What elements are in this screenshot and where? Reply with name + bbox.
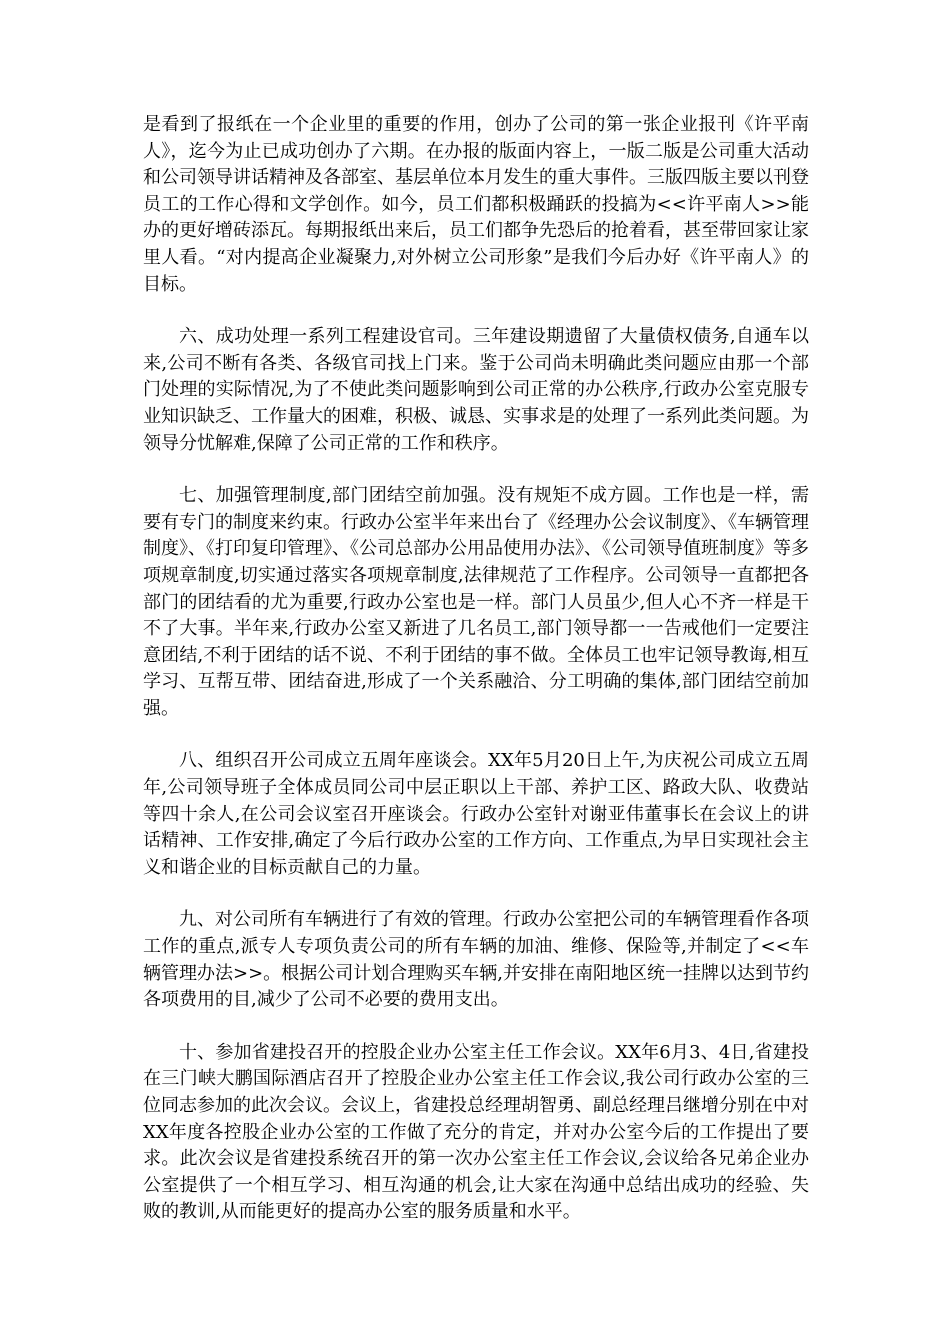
paragraph-item-7-management: 七、加强管理制度,部门团结空前加强。没有规矩不成方圆。工作也是一样，需要有专门的制度来约束。行政办公室半年来出台了《经理办公会议制度》、《车辆管理制度》、《打印复印管理》、《公司总部办公用品使用办法》、《公司领导值班制度》等多项规章制度,切实通过落实各项规章制度,法律规范了工作程序。公司领导一直都把各部门的团结看的尤为重要,行政办公室也是一样。部门人员虽少,但人心不齐一样是干不了大事。半年来,行政办公室又新进了几名员工,部门领导都一一告戒他们一定要注意团结,不利于团结的话不说、不利于团结的事不做。全体员工也牢记领导教诲,相互学习、互帮互带、团结奋进,形成了一个关系融洽、分工明确的集体,部门团结空前加强。 [143, 485, 809, 719]
paragraph-item-8-anniversary: 八、组织召开公司成立五周年座谈会。XX年5月20日上午,为庆祝公司成立五周年,公司领导班子全体成员同公司中层正职以上干部、养护工区、路政大队、收费站等四十余人,在公司会议室召开座谈会。行政办公室针对谢亚伟董事长在会议上的讲话精神、工作安排,确定了今后行政办公室的工作方向、工作重点,为早日实现社会主义和谐企业的目标贡献自己的力量。 [143, 750, 809, 878]
document-body [143, 112, 809, 1252]
paragraph-newspaper: 是看到了报纸在一个企业里的重要的作用，创办了公司的第一张企业报刊《许平南人》，迄今为止已成功创办了六期。在办报的版面内容上，一版二版是公司重大活动和公司领导讲话精神及各部室、基层单位本月发生的重大事件。三版四版主要以刊登员工的工作心得和文学创作。如今，员工们都积极踊跃的投搞为<<许平南人>>能办的更好增砖添瓦。每期报纸出来后，员工们都争先恐后的抢着看，甚至带回家让家里人看。“对内提高企业凝聚力,对外树立公司形象”是我们今后办好《许平南人》的目标。 [143, 114, 809, 295]
paragraph-item-10-meeting: 十、参加省建投召开的控股企业办公室主任工作会议。XX年6月3、4日,省建投在三门峡大鹏国际酒店召开了控股企业办公室主任工作会议,我公司行政办公室的三位同志参加的此次会议。会议上，省建投总经理胡智勇、副总经理吕继增分别在中对XX年度各控股企业办公室的工作做了充分的肯定，并对办公室今后的工作提出了要求。此次会议是省建投系统召开的第一次办公室主任工作会议,会议给各兄弟企业办公室提供了一个相互学习、相互沟通的机会,让大家在沟通中总结出成功的经验、失败的教训,从而能更好的提高办公室的服务质量和水平。 [143, 1041, 809, 1223]
paragraph-item-9-vehicles: 九、对公司所有车辆进行了有效的管理。行政办公室把公司的车辆管理看作各项工作的重点,派专人专项负责公司的所有车辆的加油、维修、保险等,并制定了<<车辆管理办法>>。根据公司计划合理购买车辆,并安排在南阳地区统一挂牌以达到节约各项费用的目,减少了公司不必要的费用支出。 [143, 909, 809, 1011]
paragraph-item-6-lawsuits: 六、成功处理一系列工程建设官司。三年建设期遗留了大量债权债务,自通车以来,公司不断有各类、各级官司找上门来。鉴于公司尚未明确此类问题应由那一个部门处理的实际情况,为了不使此类问题影响到公司正常的办公秩序,行政办公室克服专业知识缺乏、工作量大的困难，积极、诚恳、实事求是的处理了一系列此类问题。为领导分忧解难,保障了公司正常的工作和秩序。 [143, 326, 809, 454]
